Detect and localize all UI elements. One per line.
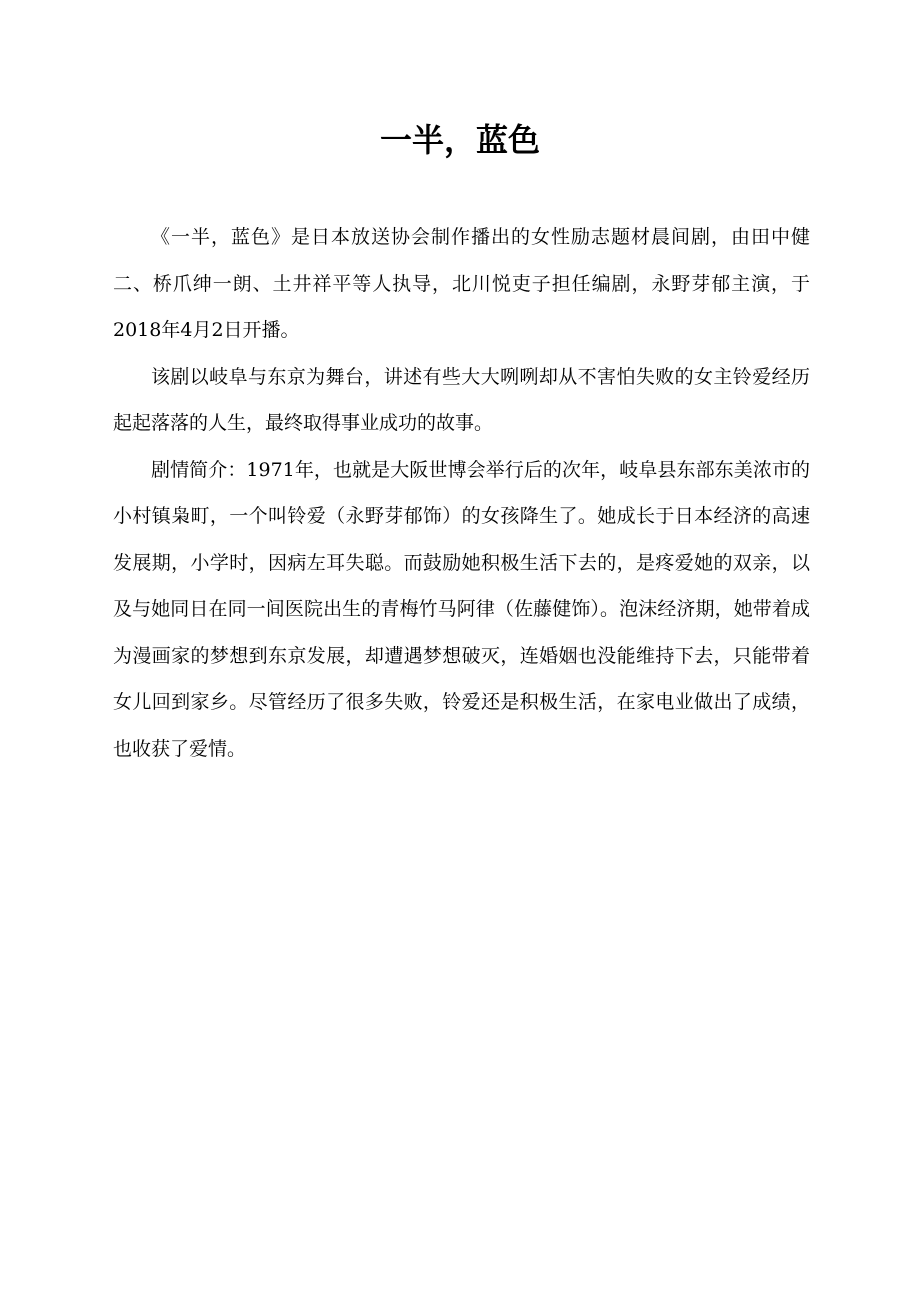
paragraph-synopsis: 剧情简介：1971年，也就是大阪世博会举行后的次年，岐阜县东部东美浓市的小村镇枭町，一个叫铃爱（永野芽郁饰）的女孩降生了。她成长于日本经济的高速发展期，小学时，因病左耳失聪。而鼓励她积极生活下去的，是疼爱她的双亲，以及与她同日在同一间医院出生的青梅竹马阿律（佐藤健饰）。泡沫经济期，她带着成为漫画家的梦想到东京发展，却遭遇梦想破灭，连婚姻也没能维持下去，只能带着女儿回到家乡。尽管经历了很多失败，铃爱还是积极生活，在家电业做出了成绩，也收获了爱情。 [113, 458, 810, 760]
document-title: 一半，蓝色 [379, 121, 540, 159]
paragraph-setting: 该剧以岐阜与东京为舞台，讲述有些大大咧咧却从不害怕失败的女主铃爱经历起起落落的人生，最终取得事业成功的故事。 [113, 365, 810, 434]
paragraph-intro: 《一半，蓝色》是日本放送协会制作播出的女性励志题材晨间剧，由田中健二、桥爪绅一朗、土井祥平等人执导，北川悦吏子担任编剧，永野芽郁主演，于2018年4月2日开播。 [113, 226, 810, 341]
document-body [113, 214, 810, 772]
